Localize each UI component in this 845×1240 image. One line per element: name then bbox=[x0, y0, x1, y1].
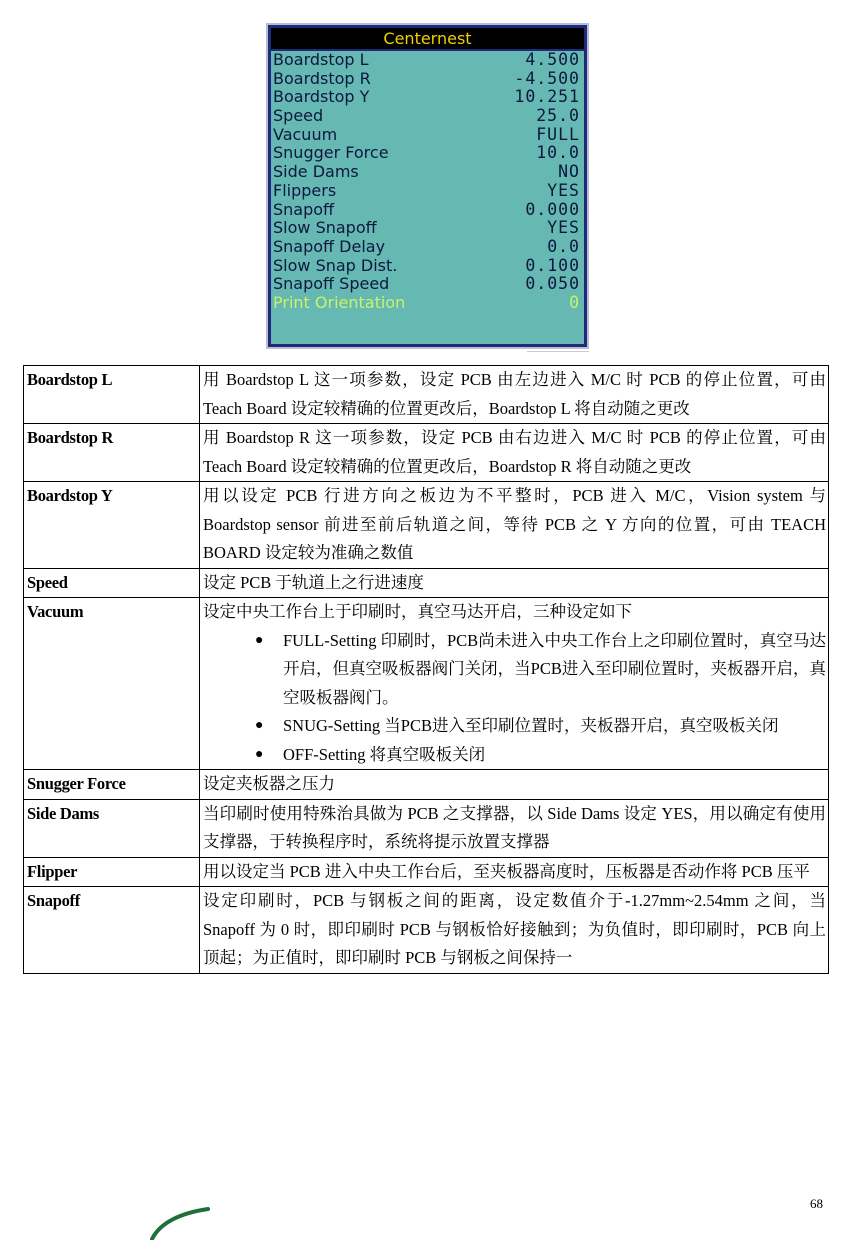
panel-row-label: Snapoff Delay bbox=[273, 236, 386, 256]
centernest-panel bbox=[266, 23, 589, 349]
panel-row bbox=[271, 182, 584, 201]
description-cell bbox=[200, 598, 829, 770]
panel-row-label: Vacuum bbox=[273, 124, 338, 144]
panel-row-label: Slow Snap Dist. bbox=[273, 255, 398, 275]
panel-row-highlighted bbox=[271, 294, 584, 313]
term-cell: Snapoff bbox=[24, 887, 200, 974]
panel-row-value: 10.251 bbox=[514, 87, 580, 107]
panel-title: Centernest bbox=[271, 28, 584, 49]
panel-row bbox=[271, 126, 584, 145]
table-row bbox=[24, 887, 829, 974]
description-cell: 用以设定当 PCB 进入中央工作台后，至夹板器高度时，压板器是否动作将 PCB 压平 bbox=[200, 857, 829, 887]
panel-row-label: Snapoff Speed bbox=[273, 274, 390, 294]
logo-swoosh-icon bbox=[150, 1205, 210, 1240]
panel-row-label: Slow Snapoff bbox=[273, 218, 377, 238]
panel-row-label: Snapoff bbox=[273, 199, 335, 219]
term-cell: Flipper bbox=[24, 857, 200, 887]
panel-row bbox=[271, 238, 584, 257]
term-cell: Boardstop L bbox=[24, 366, 200, 424]
term-cell: Speed bbox=[24, 568, 200, 598]
panel-row-value: 0.0 bbox=[547, 236, 580, 256]
panel-row-value: 25.0 bbox=[536, 106, 580, 126]
table-row bbox=[24, 799, 829, 857]
bullet-icon: ● bbox=[255, 746, 264, 762]
panel-row bbox=[271, 107, 584, 126]
panel-row bbox=[271, 51, 584, 70]
table-row bbox=[24, 568, 829, 598]
panel-row-label: Boardstop Y bbox=[273, 87, 370, 107]
panel-body bbox=[271, 51, 584, 344]
table-row bbox=[24, 598, 829, 770]
panel-row-label: Snugger Force bbox=[273, 143, 389, 163]
list-item bbox=[255, 627, 826, 713]
table-row bbox=[24, 366, 829, 424]
table-row bbox=[24, 482, 829, 569]
term-cell: Vacuum bbox=[24, 598, 200, 770]
description-cell: 设定印刷时，PCB 与钢板之间的距离，设定数值介于-1.27mm~2.54mm 之间，当 Snapoff 为 0 时，即印刷时 PCB 与钢板恰好接触到；为负值时，即印刷时，PCB 向上顶起；为正值时，即印刷时 PCB 与钢板之间保持一 bbox=[200, 887, 829, 974]
panel-row-value: 0.000 bbox=[525, 199, 580, 219]
panel-row-value: YES bbox=[547, 180, 580, 200]
panel-row bbox=[271, 201, 584, 220]
description-cell: 用以设定 PCB 行进方向之板边为不平整时，PCB 进入 M/C，Vision system 与 Boardstop sensor 前进至前后轨道之间，等待 PCB 之 Y 方向的位置，可由 TEACH BOARD 设定较为准确之数值 bbox=[200, 482, 829, 569]
description-cell: 用 Boardstop L 这一项参数，设定 PCB 由左边进入 M/C 时 PCB 的停止位置，可由 Teach Board 设定较精确的位置更改后，Boardstop L 将自动随之更改 bbox=[200, 366, 829, 424]
panel-row-label: Flippers bbox=[273, 180, 337, 200]
panel-row bbox=[271, 70, 584, 89]
table-row bbox=[24, 857, 829, 887]
panel-row bbox=[271, 163, 584, 182]
term-cell: Boardstop Y bbox=[24, 482, 200, 569]
panel-row-label: Print Orientation bbox=[273, 292, 406, 312]
panel-row-label: Side Dams bbox=[273, 162, 359, 182]
description-cell: 设定夹板器之压力 bbox=[200, 770, 829, 800]
panel-row-value: YES bbox=[547, 218, 580, 238]
list-item-text: OFF-Setting 将真空吸板关闭 bbox=[283, 744, 486, 764]
panel-row-value: NO bbox=[558, 162, 580, 182]
panel-row bbox=[271, 88, 584, 107]
table-row bbox=[24, 770, 829, 800]
page-number: 68 bbox=[810, 1196, 823, 1211]
term-cell: Boardstop R bbox=[24, 424, 200, 482]
table-row bbox=[24, 424, 829, 482]
panel-row-value: 0 bbox=[569, 292, 580, 312]
term-cell: Snugger Force bbox=[24, 770, 200, 800]
list-item bbox=[255, 741, 826, 770]
panel-row-label: Boardstop R bbox=[273, 68, 371, 88]
panel-row bbox=[271, 275, 584, 294]
description-text: 设定中央工作台上于印刷时，真空马达开启，三种设定如下 bbox=[203, 602, 632, 621]
panel-row-value: -4.500 bbox=[514, 68, 580, 88]
panel-row bbox=[271, 144, 584, 163]
panel-row-value: 0.050 bbox=[525, 274, 580, 294]
panel-row-value: 0.100 bbox=[525, 255, 580, 275]
parameter-table bbox=[23, 365, 829, 974]
panel-row-value: 10.0 bbox=[536, 143, 580, 163]
bullet-icon: ● bbox=[255, 718, 264, 733]
bullet-icon: ● bbox=[255, 632, 264, 648]
list-item-text: FULL-Setting 印刷时，PCB尚未进入中央工作台上之印刷位置时，真空马达开启，但真空吸板器阀门关闭，当PCB进入至印刷位置时，夹板器开启，真空吸板器阀门。 bbox=[283, 630, 826, 707]
description-cell: 设定 PCB 于轨道上之行进速度 bbox=[200, 568, 829, 598]
vacuum-options-list bbox=[203, 627, 826, 770]
list-item-text: SNUG-Setting 当PCB进入至印刷位置时，夹板器开启，真空吸板关闭 bbox=[283, 716, 779, 735]
panel-row bbox=[271, 257, 584, 276]
list-item bbox=[255, 712, 826, 741]
panel-row-value: 4.500 bbox=[525, 50, 580, 69]
divider bbox=[527, 351, 589, 352]
description-cell: 当印刷时使用特殊治具做为 PCB 之支撑器，以 Side Dams 设定 YES，用以确定有使用支撑器，于转换程序时，系统将提示放置支撑器 bbox=[200, 799, 829, 857]
panel-row-label: Boardstop L bbox=[273, 50, 369, 69]
panel-row-value: FULL bbox=[536, 124, 580, 144]
panel-row bbox=[271, 219, 584, 238]
term-cell: Side Dams bbox=[24, 799, 200, 857]
panel-row-label: Speed bbox=[273, 106, 324, 126]
description-cell: 用 Boardstop R 这一项参数，设定 PCB 由右边进入 M/C 时 PCB 的停止位置，可由 Teach Board 设定较精确的位置更改后，Boardstop R 将自动随之更改 bbox=[200, 424, 829, 482]
